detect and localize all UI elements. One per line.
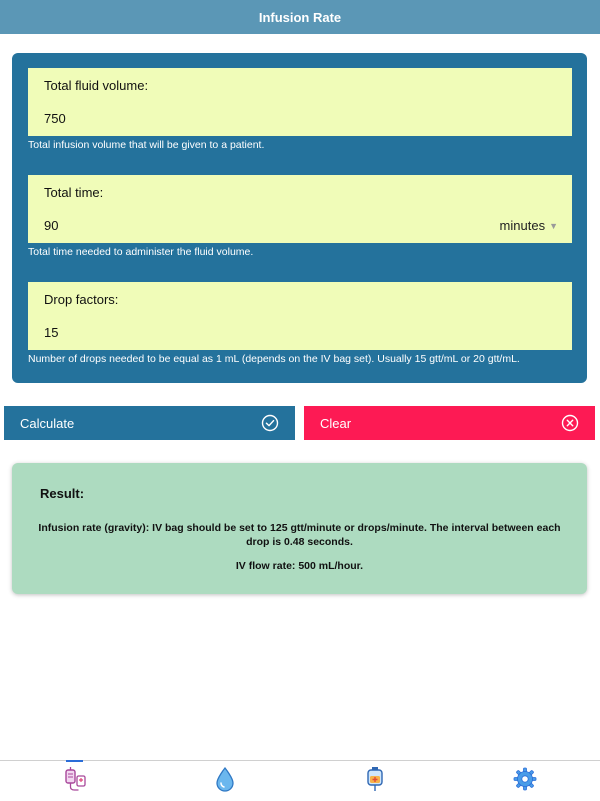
clear-label: Clear <box>320 415 352 431</box>
result-card <box>12 463 587 594</box>
check-circle-icon <box>261 414 279 432</box>
input-form-card <box>12 53 587 383</box>
clear-button[interactable] <box>304 406 595 440</box>
calculate-button[interactable] <box>4 406 295 440</box>
total-volume-field[interactable] <box>28 68 572 136</box>
iv-bag-icon <box>364 765 386 798</box>
total-time-label: Total time: <box>44 185 104 200</box>
calculate-label: Calculate <box>20 415 75 431</box>
total-volume-label: Total fluid volume: <box>44 78 149 93</box>
tab-infusion-rate[interactable] <box>0 761 150 801</box>
chevron-down-icon: ▼ <box>549 220 558 231</box>
total-time-field[interactable] <box>28 175 572 243</box>
flow-rate-result: IV flow rate: 500 mL/hour. <box>235 560 364 572</box>
infusion-rate-result: Infusion rate (gravity): IV bag should be set to 125 gtt/minute or drops/minute. The interval between each drop is 0.48 seconds. <box>38 522 561 548</box>
total-time-helper: Total time needed to administer the fluid volume. <box>28 246 254 258</box>
close-circle-icon <box>561 414 579 432</box>
total-volume-helper: Total infusion volume that will be given to a patient. <box>28 139 265 151</box>
tab-iv-bag[interactable] <box>300 761 450 801</box>
time-unit-dropdown[interactable] <box>500 218 558 233</box>
iv-pump-icon <box>62 765 88 798</box>
drop-factor-field[interactable] <box>28 282 572 350</box>
tab-drip-rate[interactable] <box>150 761 300 801</box>
drop-factor-helper: Number of drops needed to be equal as 1 mL (depends on the IV bag set). Usually 15 gtt/mL or 20 gtt/mL. <box>28 353 520 365</box>
total-time-input[interactable] <box>44 218 444 233</box>
page-title: Infusion Rate <box>258 9 342 25</box>
tab-bar <box>0 760 600 801</box>
tab-settings[interactable] <box>450 761 600 801</box>
drop-factor-label: Drop factors: <box>44 292 119 307</box>
result-title: Result: <box>40 486 85 501</box>
total-volume-input[interactable] <box>44 111 544 126</box>
time-unit-value: minutes <box>499 218 546 233</box>
drop-factor-input[interactable] <box>44 325 544 340</box>
gear-icon <box>513 767 537 796</box>
water-drop-icon <box>214 766 236 797</box>
navigation-bar <box>0 0 600 34</box>
